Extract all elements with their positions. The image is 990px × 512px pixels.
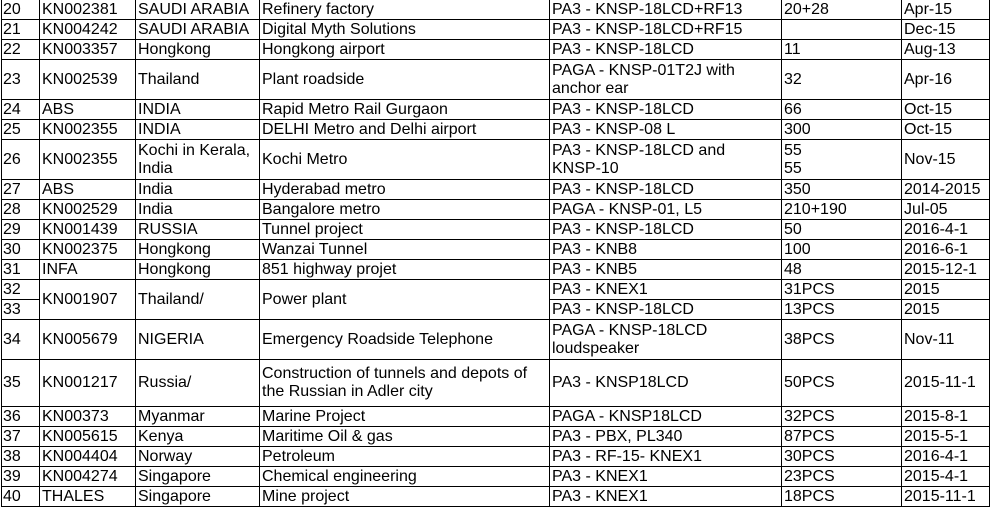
cell-project: 851 highway projet [260, 260, 550, 280]
cell-date: 2016-4-1 [902, 220, 990, 240]
cell-no: 40 [2, 487, 40, 507]
table-row [2, 180, 990, 200]
cell-model: PA3 - KNB8 [550, 240, 782, 260]
cell-country: Singapore [136, 487, 260, 507]
cell-model: PA3 - KNSP-18LCD [550, 180, 782, 200]
cell-country: Hongkong [136, 40, 260, 60]
table-row [2, 60, 990, 100]
cell-date: 2015-4-1 [902, 467, 990, 487]
table-row [2, 200, 990, 220]
cell-project: Petroleum [260, 447, 550, 467]
cell-code: KN002539 [40, 60, 136, 100]
cell-country: Singapore [136, 467, 260, 487]
cell-qty: 350 [782, 180, 902, 200]
cell-no: 23 [2, 60, 40, 100]
cell-date: 2015-11-1 [902, 360, 990, 407]
cell-project: Construction of tunnels and depots of the Russian in Adler city [260, 360, 550, 407]
cell-model: PA3 - KNB5 [550, 260, 782, 280]
cell-project: Kochi Metro [260, 140, 550, 180]
cell-qty: 48 [782, 260, 902, 280]
table-row [2, 407, 990, 427]
table-row [2, 447, 990, 467]
cell-date: 2015-12-1 [902, 260, 990, 280]
cell-code: ABS [40, 100, 136, 120]
cell-code: KN005679 [40, 320, 136, 360]
cell-date: 2015 [902, 300, 990, 320]
cell-no: 27 [2, 180, 40, 200]
cell-country: Norway [136, 447, 260, 467]
cell-date: 2015-8-1 [902, 407, 990, 427]
cell-model: PA3 - KNEX1 [550, 280, 782, 300]
cell-no: 29 [2, 220, 40, 240]
cell-code: INFA [40, 260, 136, 280]
cell-model: PA3 - KNEX1 [550, 467, 782, 487]
cell-model: PA3 - KNEX1 [550, 487, 782, 507]
cell-code: KN003357 [40, 40, 136, 60]
cell-no: 21 [2, 20, 40, 40]
table-row [2, 260, 990, 280]
cell-model: PAGA - KNSP-01, L5 [550, 200, 782, 220]
cell-project: Plant roadside [260, 60, 550, 100]
cell-model: PA3 - KNSP-18LCD+RF13 [550, 0, 782, 20]
cell-country: Thailand [136, 60, 260, 100]
cell-qty: 300 [782, 120, 902, 140]
cell-project: Digital Myth Solutions [260, 20, 550, 40]
cell-date: Oct-15 [902, 120, 990, 140]
cell-model: PA3 - KNSP-18LCD+RF15 [550, 20, 782, 40]
cell-qty: 32 [782, 60, 902, 100]
table-row [2, 427, 990, 447]
cell-country: Thailand/ [136, 280, 260, 320]
cell-project: Maritime Oil & gas [260, 427, 550, 447]
cell-qty: 20+28 [782, 0, 902, 20]
cell-date: Dec-15 [902, 20, 990, 40]
cell-date: 2016-4-1 [902, 447, 990, 467]
cell-no: 25 [2, 120, 40, 140]
cell-country: RUSSIA [136, 220, 260, 240]
cell-no: 31 [2, 260, 40, 280]
cell-code: THALES [40, 487, 136, 507]
cell-country: Kenya [136, 427, 260, 447]
cell-qty: 38PCS [782, 320, 902, 360]
cell-model: PA3 - KNSP-18LCD [550, 40, 782, 60]
cell-code: KN004242 [40, 20, 136, 40]
table-row [2, 240, 990, 260]
cell-project: Bangalore metro [260, 200, 550, 220]
cell-date: Jul-05 [902, 200, 990, 220]
table-row [2, 280, 990, 300]
cell-qty: 50PCS [782, 360, 902, 407]
cell-qty: 31PCS [782, 280, 902, 300]
cell-code: ABS [40, 180, 136, 200]
cell-date: Apr-16 [902, 60, 990, 100]
cell-code: KN001217 [40, 360, 136, 407]
cell-no: 38 [2, 447, 40, 467]
cell-code: KN001907 [40, 280, 136, 320]
cell-country: Hongkong [136, 240, 260, 260]
table-row [2, 360, 990, 407]
cell-project: Mine project [260, 487, 550, 507]
cell-date: Nov-15 [902, 140, 990, 180]
cell-qty: 210+190 [782, 200, 902, 220]
cell-project: Hyderabad metro [260, 180, 550, 200]
cell-qty: 30PCS [782, 447, 902, 467]
cell-no: 22 [2, 40, 40, 60]
cell-project: Chemical engineering [260, 467, 550, 487]
table-row [2, 467, 990, 487]
cell-qty: 32PCS [782, 407, 902, 427]
cell-country: Kochi in Kerala, India [136, 140, 260, 180]
cell-date: Apr-15 [902, 0, 990, 20]
cell-date: 2015-5-1 [902, 427, 990, 447]
cell-no: 30 [2, 240, 40, 260]
table-row [2, 20, 990, 40]
cell-no: 26 [2, 140, 40, 180]
table-row [2, 220, 990, 240]
project-reference-table [1, 0, 990, 507]
cell-project: DELHI Metro and Delhi airport [260, 120, 550, 140]
cell-no: 28 [2, 200, 40, 220]
cell-model: PAGA - KNSP-01T2J with anchor ear [550, 60, 782, 100]
table-row [2, 320, 990, 360]
cell-no: 33 [2, 300, 40, 320]
cell-date: 2015 [902, 280, 990, 300]
cell-qty: 11 [782, 40, 902, 60]
cell-country: INDIA [136, 100, 260, 120]
cell-code: KN002381 [40, 0, 136, 20]
cell-code: KN004274 [40, 467, 136, 487]
cell-qty [782, 20, 902, 40]
cell-project: Rapid Metro Rail Gurgaon [260, 100, 550, 120]
cell-qty: 100 [782, 240, 902, 260]
cell-no: 36 [2, 407, 40, 427]
table-row [2, 40, 990, 60]
table-row [2, 487, 990, 507]
cell-code: KN004404 [40, 447, 136, 467]
cell-code: KN001439 [40, 220, 136, 240]
cell-country: SAUDI ARABIA [136, 20, 260, 40]
table-row [2, 100, 990, 120]
cell-country: INDIA [136, 120, 260, 140]
cell-country: NIGERIA [136, 320, 260, 360]
cell-code: KN005615 [40, 427, 136, 447]
cell-project: Power plant [260, 280, 550, 320]
cell-qty: 18PCS [782, 487, 902, 507]
cell-date: 2016-6-1 [902, 240, 990, 260]
cell-no: 34 [2, 320, 40, 360]
cell-code: KN00373 [40, 407, 136, 427]
cell-date: 2015-11-1 [902, 487, 990, 507]
cell-date: Oct-15 [902, 100, 990, 120]
cell-project: Emergency Roadside Telephone [260, 320, 550, 360]
cell-model: PA3 - KNSP-18LCD and KNSP-10 [550, 140, 782, 180]
cell-model: PA3 - KNSP18LCD [550, 360, 782, 407]
cell-no: 32 [2, 280, 40, 300]
cell-date: Nov-11 [902, 320, 990, 360]
cell-model: PA3 - KNSP-18LCD [550, 220, 782, 240]
cell-code: KN002529 [40, 200, 136, 220]
cell-model: PA3 - KNSP-18LCD [550, 300, 782, 320]
cell-model: PA3 - PBX, PL340 [550, 427, 782, 447]
table-row [2, 120, 990, 140]
cell-model: PAGA - KNSP18LCD [550, 407, 782, 427]
cell-qty: 23PCS [782, 467, 902, 487]
cell-qty: 87PCS [782, 427, 902, 447]
table-row [2, 140, 990, 180]
table-row [2, 0, 990, 20]
cell-project: Refinery factory [260, 0, 550, 20]
cell-country: Hongkong [136, 260, 260, 280]
cell-code: KN002355 [40, 120, 136, 140]
cell-no: 24 [2, 100, 40, 120]
cell-code: KN002375 [40, 240, 136, 260]
cell-project: Wanzai Tunnel [260, 240, 550, 260]
cell-country: Myanmar [136, 407, 260, 427]
cell-no: 35 [2, 360, 40, 407]
cell-qty: 55 55 [782, 140, 902, 180]
cell-code: KN002355 [40, 140, 136, 180]
cell-model: PA3 - KNSP-18LCD [550, 100, 782, 120]
cell-project: Tunnel project [260, 220, 550, 240]
cell-model: PA3 - KNSP-08 L [550, 120, 782, 140]
cell-qty: 66 [782, 100, 902, 120]
cell-no: 39 [2, 467, 40, 487]
cell-date: 2014-2015 [902, 180, 990, 200]
cell-country: Russia/ [136, 360, 260, 407]
cell-no: 37 [2, 427, 40, 447]
cell-project: Marine Project [260, 407, 550, 427]
cell-model: PA3 - RF-15- KNEX1 [550, 447, 782, 467]
cell-country: India [136, 180, 260, 200]
cell-model: PAGA - KNSP-18LCD loudspeaker [550, 320, 782, 360]
cell-no: 20 [2, 0, 40, 20]
cell-date: Aug-13 [902, 40, 990, 60]
cell-project: Hongkong airport [260, 40, 550, 60]
cell-country: India [136, 200, 260, 220]
cell-qty: 13PCS [782, 300, 902, 320]
cell-country: SAUDI ARABIA [136, 0, 260, 20]
cell-qty: 50 [782, 220, 902, 240]
